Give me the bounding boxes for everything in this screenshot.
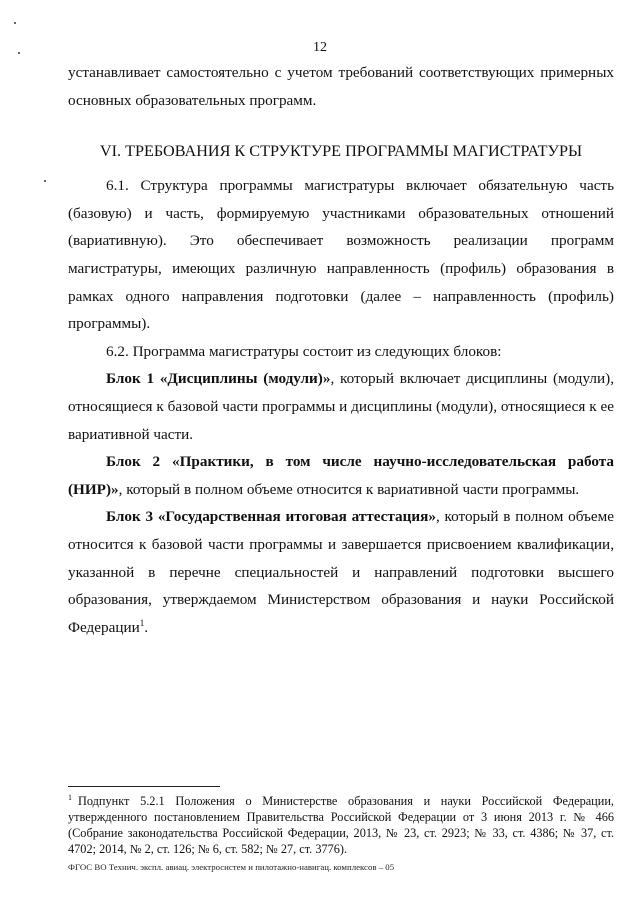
block-1-paragraph <box>68 365 614 448</box>
paragraph-6-2: 6.2. Программа магистратуры состоит из следующих блоков: <box>106 342 502 360</box>
footnotes <box>68 793 614 857</box>
page-number: 12 <box>313 40 327 55</box>
block-3-title: Блок 3 «Государственная итоговая аттестация» <box>106 508 436 526</box>
block-3-end: . <box>144 618 149 636</box>
section-title: VI. ТРЕБОВАНИЯ К СТРУКТУРЕ ПРОГРАММЫ МАГИСТРАТУРЫ <box>99 142 583 161</box>
block-2-text: , который в полном объеме относится к вариативной части программы. <box>118 480 580 498</box>
block-1-title: Блок 1 «Дисциплины (модули)» <box>106 370 331 388</box>
scan-mark <box>44 180 46 182</box>
footnote-separator <box>68 786 220 787</box>
block-3-paragraph <box>68 503 614 641</box>
footnote-reference[interactable]: 1 <box>139 617 145 628</box>
scan-mark <box>14 22 16 24</box>
intro-paragraph: устанавливает самостоятельно с учетом требований соответствующих примерных основных образовательных программ. <box>68 64 614 109</box>
body-text <box>68 59 614 641</box>
document-footer: ФГОС ВО Технич. экспл. авиац. электросистем и пилотажно-навигац. комплексов – 05 <box>68 862 395 872</box>
footnote-text: Подпункт 5.2.1 Положения о Министерстве образования и науки Российской Федерации, утвержденного постановлением Правительства Российской Федерации от 3 июня 2013 г. № 466 (Собрание законодательства Российской Федерации, 2013, № 23, ст. 2923; № 33, ст. 4386; № 37, ст. 4702; 2014, № 2, ст. 126; № 6, ст. 582; № 27, ст. 3776). <box>68 794 614 856</box>
block-2-paragraph <box>68 448 614 503</box>
paragraph-6-1: 6.1. Структура программы магистратуры включает обязательную часть (базовую) и часть, формируемую участниками образовательных отношений (вариативную). Это обеспечивает возможность реализации программ магистратуры, имеющих различную направленность (профиль) образования в рамках одного направления подготовки (далее – направленность (профиль) программы). <box>68 177 614 333</box>
block-2-title: Блок 2 «Практики, в том числе научно-исследовательская работа (НИР)» <box>68 453 614 498</box>
block-3-text: , который в полном объеме относится к базовой части программы и завершается присвоением квалификации, указанной в перечне специальностей и направлений подготовки высшего образования, утверждаемом Министерством образования и науки Российской Федерации <box>68 508 614 636</box>
block-1-text: , который включает дисциплины (модули), относящиеся к базовой части программы и дисциплины (модули), относящиеся к ее вариативной части. <box>68 370 614 443</box>
footnote-mark: 1 <box>68 792 72 802</box>
footnote-1 <box>68 793 614 857</box>
